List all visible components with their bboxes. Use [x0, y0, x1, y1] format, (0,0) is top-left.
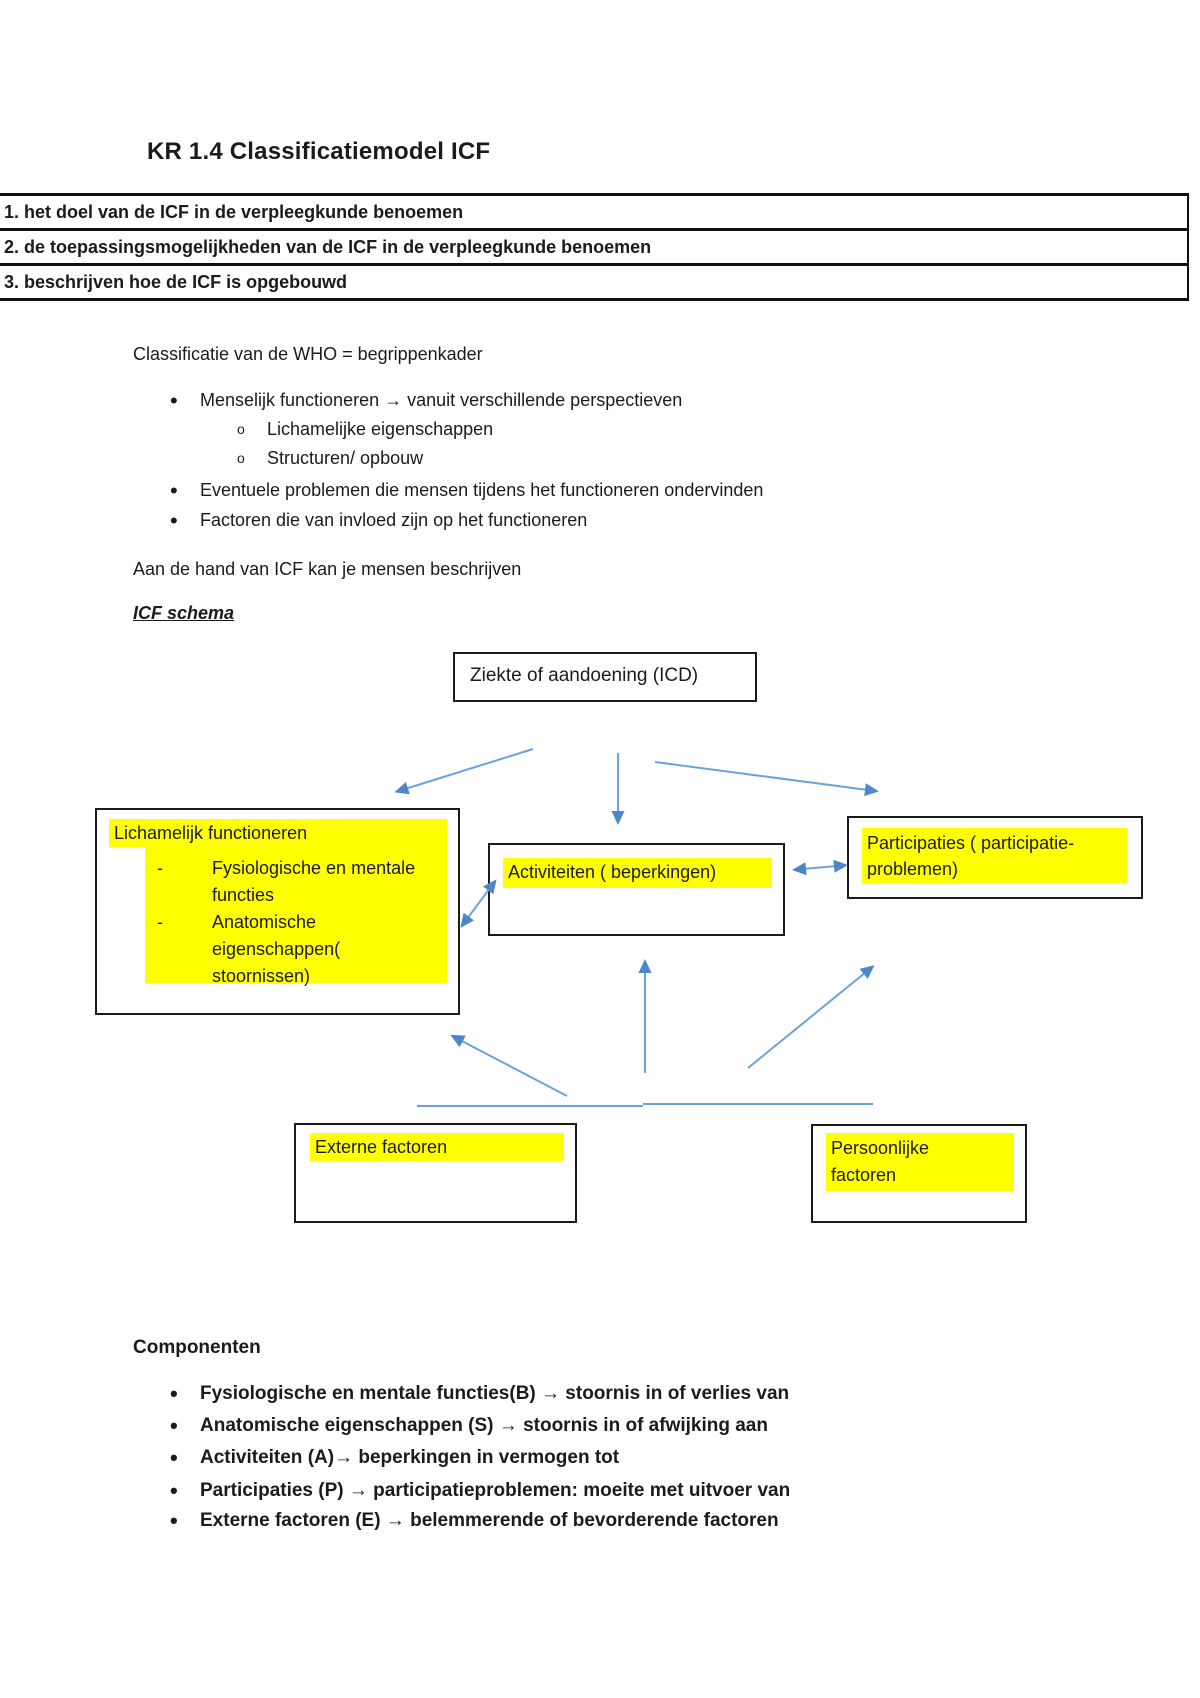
component-bullet: • Externe factoren (E) → belemmerende of bevorderende factoren: [133, 1510, 779, 1532]
diagram-box-activiteiten-label: Activiteiten ( beperkingen): [503, 858, 772, 888]
list-item: [150, 855, 443, 909]
intro-sub-bullet: o Lichamelijke eigenschappen: [133, 419, 493, 440]
intro-closing: Aan de hand van ICF kan je mensen beschrijven: [133, 559, 522, 579]
diagram-box-ziekte-label: Ziekte of aandoening (ICD): [470, 665, 699, 686]
label-line: problemen): [867, 859, 959, 879]
intro-bullet: • Menselijk functioneren → vanuit verschillende perspectieven: [133, 390, 682, 411]
diagram-box-externe-factoren: [294, 1123, 577, 1223]
diagram-box-persoonlijke-factoren: [811, 1124, 1027, 1223]
diagram-box-activiteiten: [488, 843, 785, 936]
list-item-line: - Anatomische: [212, 912, 317, 932]
label-line: factoren: [831, 1165, 897, 1185]
objectives-table: [0, 193, 1189, 301]
label-line: Participaties ( participatie-: [867, 833, 1075, 853]
intro-sub-bullet: o Structuren/ opbouw: [133, 448, 423, 469]
components-heading: Componenten: [133, 1337, 261, 1358]
list-item-line: functies: [212, 885, 275, 905]
diagram-box-ziekte: [453, 652, 757, 702]
diagram-box-persoonlijke-factoren-label: [826, 1133, 1014, 1191]
objective-row: 2. de toepassingsmogelijkheden van de ICF in de verpleegkunde benoemen: [0, 231, 1187, 266]
schema-heading: ICF schema: [133, 603, 235, 623]
page-title: KR 1.4 Classificatiemodel ICF: [147, 138, 491, 165]
diagram-box-lichamelijk-list: [145, 847, 447, 986]
diagram-box-externe-factoren-label: Externe factoren: [310, 1133, 564, 1161]
objective-row: 1. het doel van de ICF in de verpleegkunde benoemen: [0, 196, 1187, 231]
diagram-box-participaties: [847, 816, 1143, 899]
intro-lead: Classificatie van de WHO = begrippenkader: [133, 344, 483, 364]
diagram-box-lichamelijk-title: Lichamelijk functioneren: [109, 819, 447, 847]
list-item-line: eigenschappen( stoornissen): [212, 939, 341, 986]
list-item: [150, 909, 443, 990]
component-bullet: • Participaties (P) → participatieproblemen: moeite met uitvoer van: [133, 1480, 790, 1502]
label-line: Persoonlijke: [831, 1138, 930, 1158]
objective-row: 3. beschrijven hoe de ICF is opgebouwd: [0, 266, 1187, 301]
diagram-box-participaties-label: [862, 828, 1127, 883]
intro-bullet: • Factoren die van invloed zijn op het functioneren: [133, 510, 587, 531]
component-bullet: • Activiteiten (A)→ beperkingen in vermogen tot: [133, 1447, 619, 1469]
diagram-box-lichamelijk: [95, 808, 460, 1015]
list-item-line: - Fysiologische en mentale: [212, 858, 416, 878]
component-bullet: • Anatomische eigenschappen (S) → stoornis in of afwijking aan: [133, 1415, 768, 1437]
intro-bullet: • Eventuele problemen die mensen tijdens het functioneren ondervinden: [133, 480, 763, 501]
component-bullet: • Fysiologische en mentale functies(B) → stoornis in of verlies van: [133, 1383, 789, 1405]
